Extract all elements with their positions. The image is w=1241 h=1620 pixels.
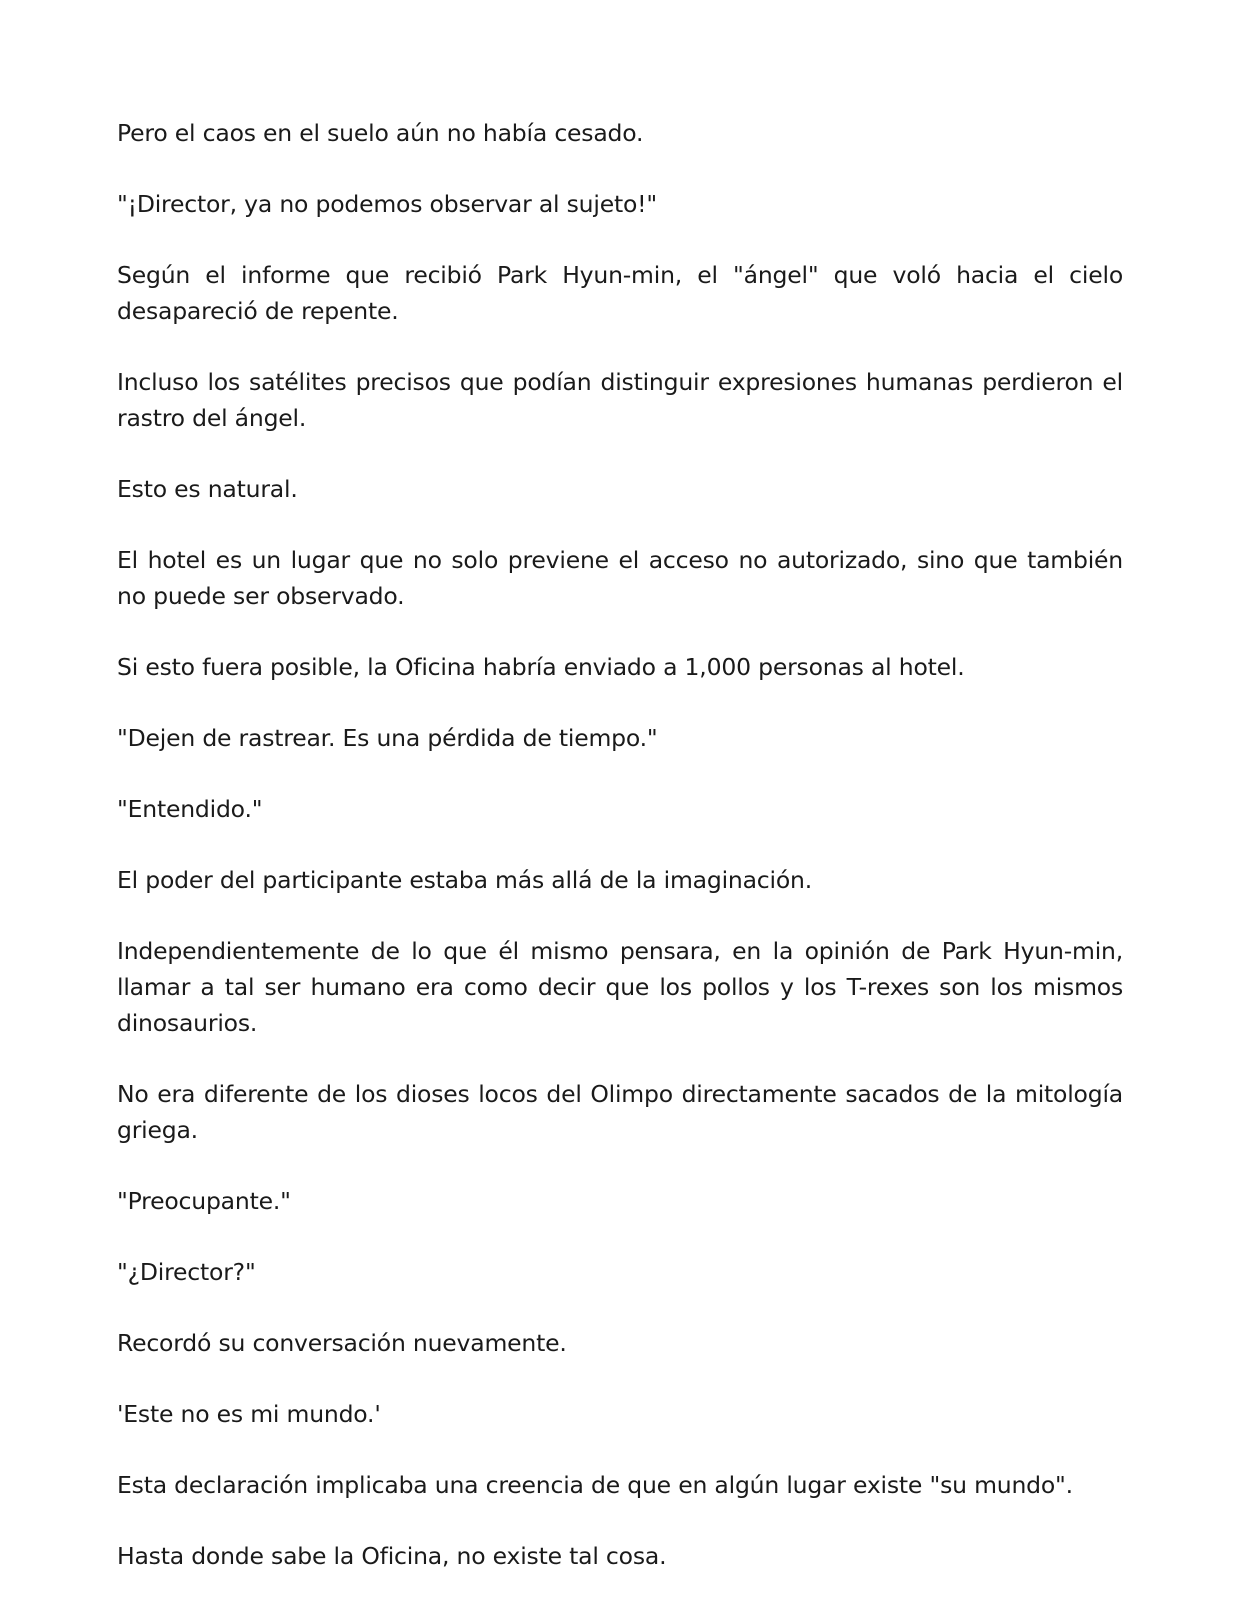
paragraph: "Dejen de rastrear. Es una pérdida de tiempo." xyxy=(117,724,658,752)
paragraph: Si esto fuera posible, la Oficina habría enviado a 1,000 personas al hotel. xyxy=(117,653,965,681)
paragraph: Según el informe que recibió Park Hyun-min, el "ángel" que voló hacia el cielo desapareció de repente. xyxy=(117,261,1123,325)
paragraph: No era diferente de los dioses locos del Olimpo directamente sacados de la mitología griega. xyxy=(117,1080,1123,1144)
paragraph: Incluso los satélites precisos que podían distinguir expresiones humanas perdieron el rastro del ángel. xyxy=(117,368,1123,432)
paragraph: 'Este no es mi mundo.' xyxy=(117,1400,381,1428)
document-body xyxy=(117,115,1123,1574)
paragraph: "Preocupante." xyxy=(117,1187,291,1215)
paragraph: Hasta donde sabe la Oficina, no existe tal cosa. xyxy=(117,1542,667,1570)
paragraph: Pero el caos en el suelo aún no había cesado. xyxy=(117,119,644,147)
paragraph: Recordó su conversación nuevamente. xyxy=(117,1329,567,1357)
paragraph: "Entendido." xyxy=(117,795,263,823)
paragraph: El hotel es un lugar que no solo previene el acceso no autorizado, sino que también no puede ser observado. xyxy=(117,546,1123,610)
paragraph: Esto es natural. xyxy=(117,475,298,503)
paragraph: "¿Director?" xyxy=(117,1258,256,1286)
paragraph: Independientemente de lo que él mismo pensara, en la opinión de Park Hyun-min, llamar a tal ser humano era como decir que los pollos y los T-rexes son los mismos dinosaurios. xyxy=(117,937,1123,1037)
paragraph: Esta declaración implicaba una creencia de que en algún lugar existe "su mundo". xyxy=(117,1471,1073,1499)
paragraph: "¡Director, ya no podemos observar al sujeto!" xyxy=(117,190,657,218)
paragraph: El poder del participante estaba más allá de la imaginación. xyxy=(117,866,812,894)
